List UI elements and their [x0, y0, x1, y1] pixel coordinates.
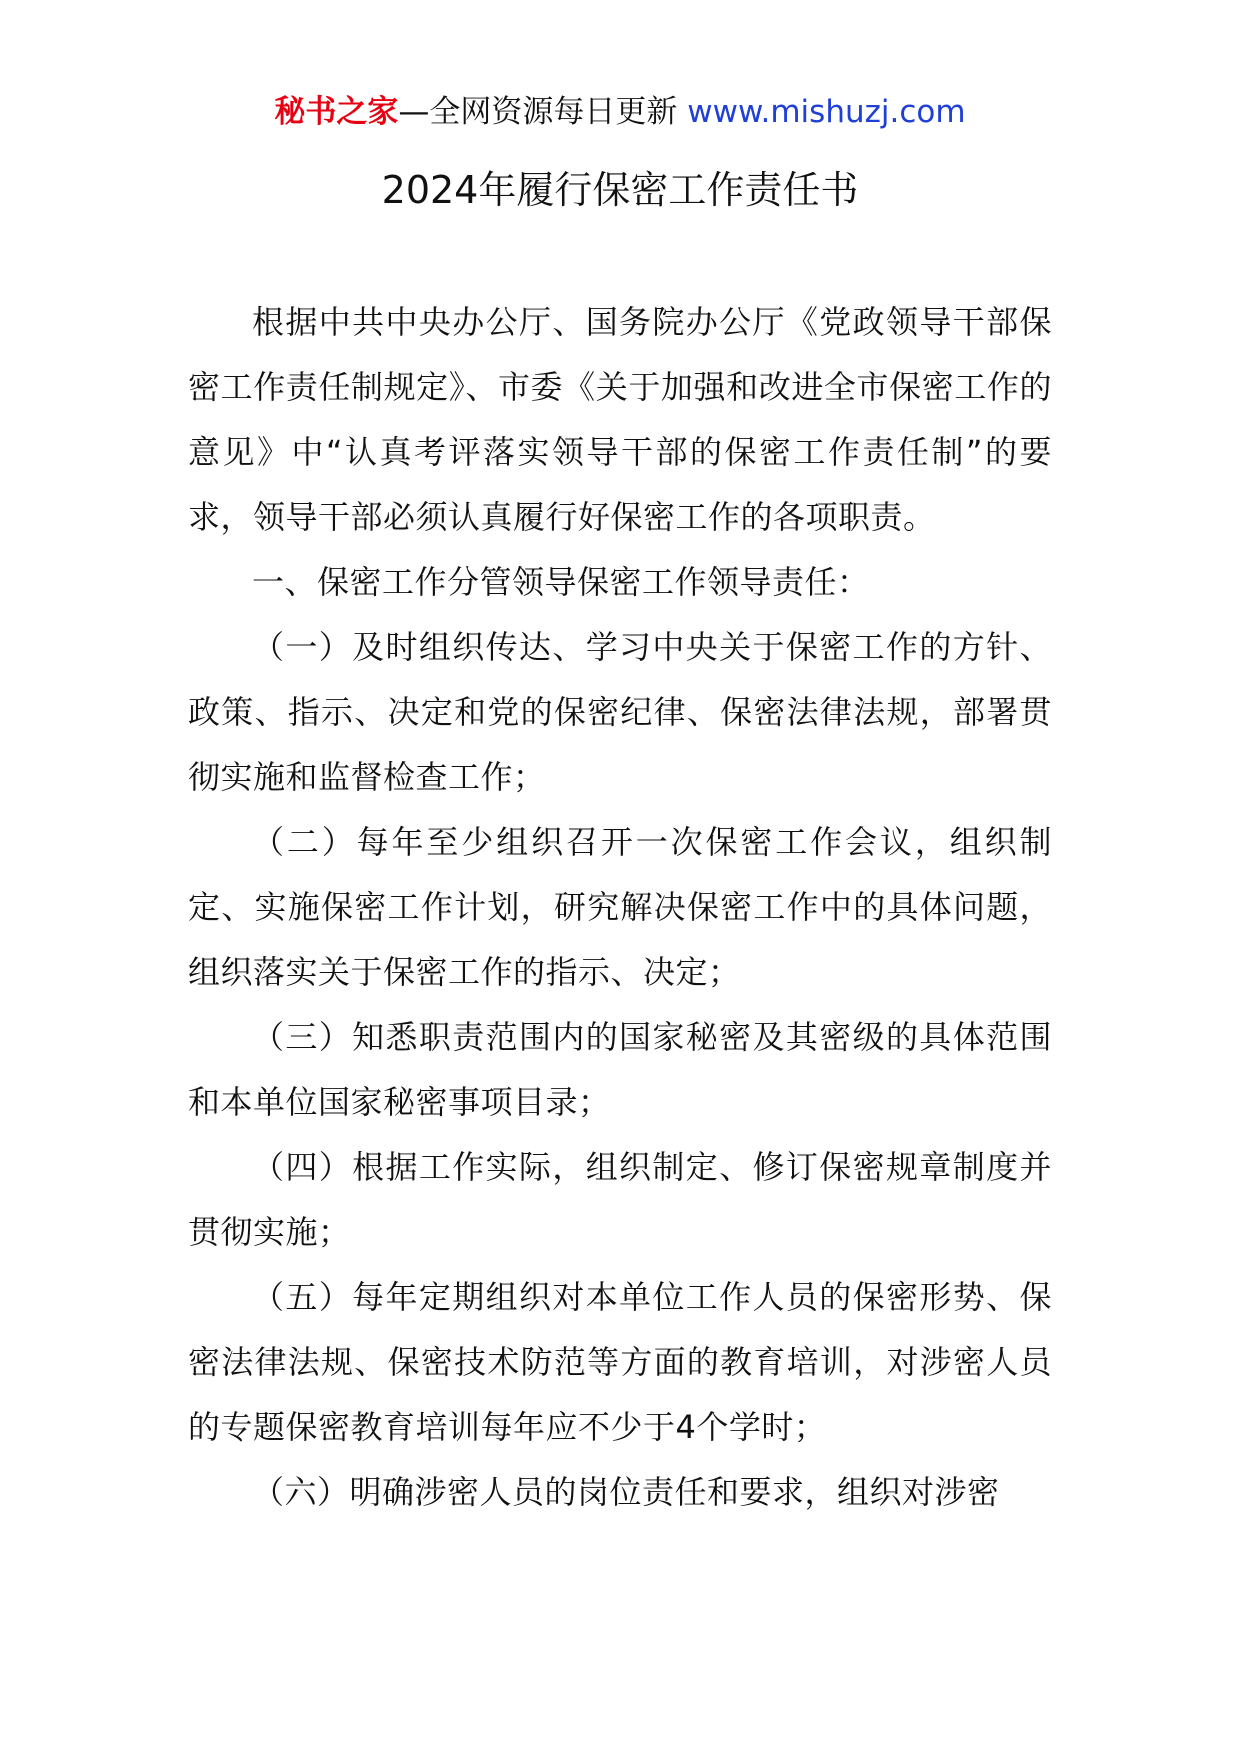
list-item-3: （三）知悉职责范围内的国家秘密及其密级的具体范围和本单位国家秘密事项目录； — [188, 1018, 1052, 1121]
site-banner — [0, 92, 1240, 132]
document-title: 2024年履行保密工作责任书 — [381, 168, 859, 212]
list-item-6: （六）明确涉密人员的岗位责任和要求，组织对涉密 — [252, 1473, 1000, 1511]
site-slogan: —全网资源每日更新 — [398, 94, 678, 130]
document-body — [188, 290, 1052, 1525]
paragraph-intro: 根据中共中央办公厅、国务院办公厅《党政领导干部保密工作责任制规定》、市委《关于加强和改进全市保密工作的意见》中“认真考评落实领导干部的保密工作责任制”的要求，领导干部必须认真履行好保密工作的各项职责。 — [188, 303, 1052, 536]
section-heading-1: 一、保密工作分管领导保密工作领导责任： — [252, 563, 870, 601]
list-item-1: （一）及时组织传达、学习中央关于保密工作的方针、政策、指示、决定和党的保密纪律、保密法律法规，部署贯彻实施和监督检查工作； — [188, 628, 1052, 796]
site-brand: 秘书之家 — [274, 94, 399, 130]
list-item-2: （二）每年至少组织召开一次保密工作会议，组织制定、实施保密工作计划，研究解决保密工作中的具体问题，组织落实关于保密工作的指示、决定； — [188, 823, 1052, 991]
site-url-link[interactable]: www.mishuzj.com — [687, 94, 966, 130]
list-item-5: （五）每年定期组织对本单位工作人员的保密形势、保密法律法规、保密技术防范等方面的教育培训，对涉密人员的专题保密教育培训每年应不少于4个学时； — [188, 1278, 1052, 1446]
list-item-4: （四）根据工作实际，组织制定、修订保密规章制度并贯彻实施； — [188, 1148, 1052, 1251]
